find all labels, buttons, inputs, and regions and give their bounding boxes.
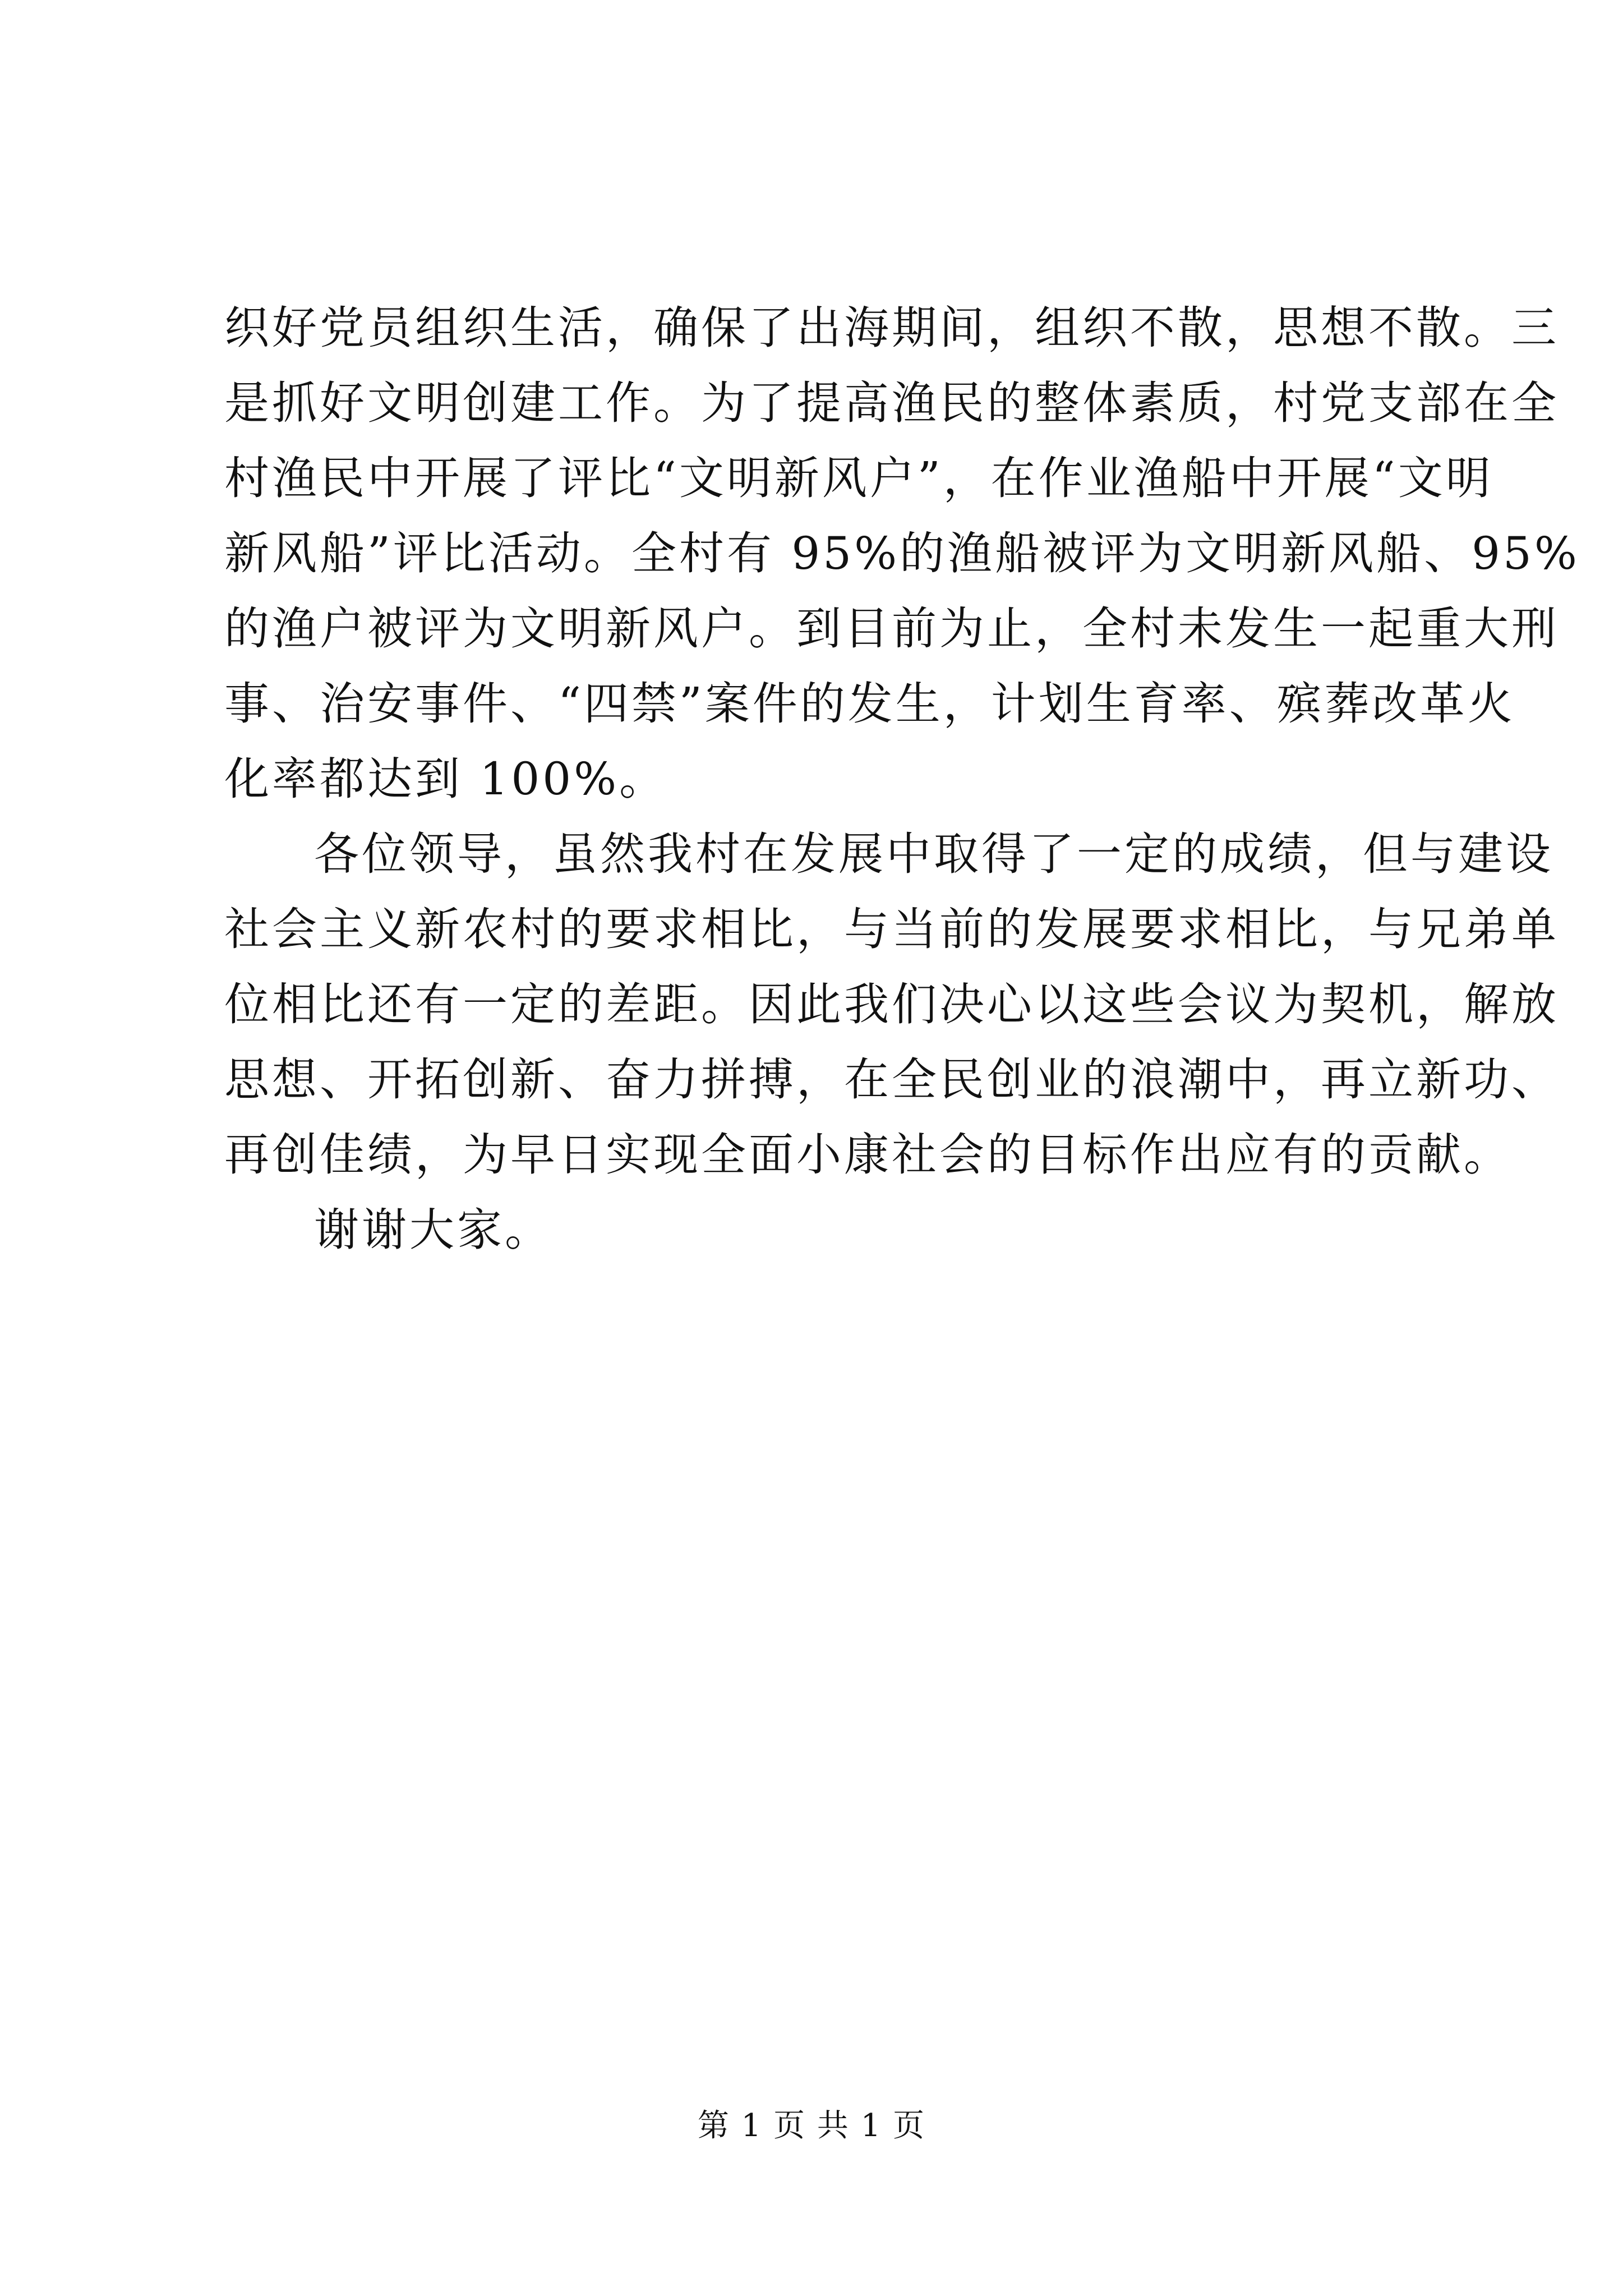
text-line: 是抓好文明创建工作。为了提高渔民的整体素质，村党支部在全	[224, 377, 1559, 429]
document-body	[224, 291, 1580, 1268]
closing-line: 谢谢大家。	[314, 1204, 552, 1256]
text-line: 思想、开拓创新、奋力拼搏，在全民创业的浪潮中，再立新功、	[224, 1053, 1559, 1106]
paragraph-start-line: 各位领导，虽然我村在发展中取得了一定的成绩，但与建设	[314, 828, 1553, 880]
text-line: 社会主义新农村的要求相比，与当前的发展要求相比，与兄弟单	[224, 903, 1559, 955]
text-line: 的渔户被评为文明新风户。到目前为止，全村未发生一起重大刑	[224, 602, 1559, 655]
text-line: 位相比还有一定的差距。因此我们决心以这些会议为契机，解放	[224, 978, 1559, 1030]
text-line: 村渔民中开展了评比“文明新风户”，在作业渔船中开展“文明	[224, 452, 1493, 504]
text-line: 再创佳绩，为早日实现全面小康社会的目标作出应有的贡献。	[224, 1129, 1511, 1181]
text-line: 化率都达到 100%。	[224, 753, 667, 805]
text-line: 事、治安事件、“四禁”案件的发生，计划生育率、殡葬改革火	[224, 678, 1515, 730]
text-line: 新风船”评比活动。全村有 95%的渔船被评为文明新风船、95%	[224, 527, 1580, 579]
page-footer: 第 1 页 共 1 页	[697, 2108, 926, 2144]
text-line: 织好党员组织生活，确保了出海期间，组织不散，思想不散。三	[224, 302, 1559, 354]
